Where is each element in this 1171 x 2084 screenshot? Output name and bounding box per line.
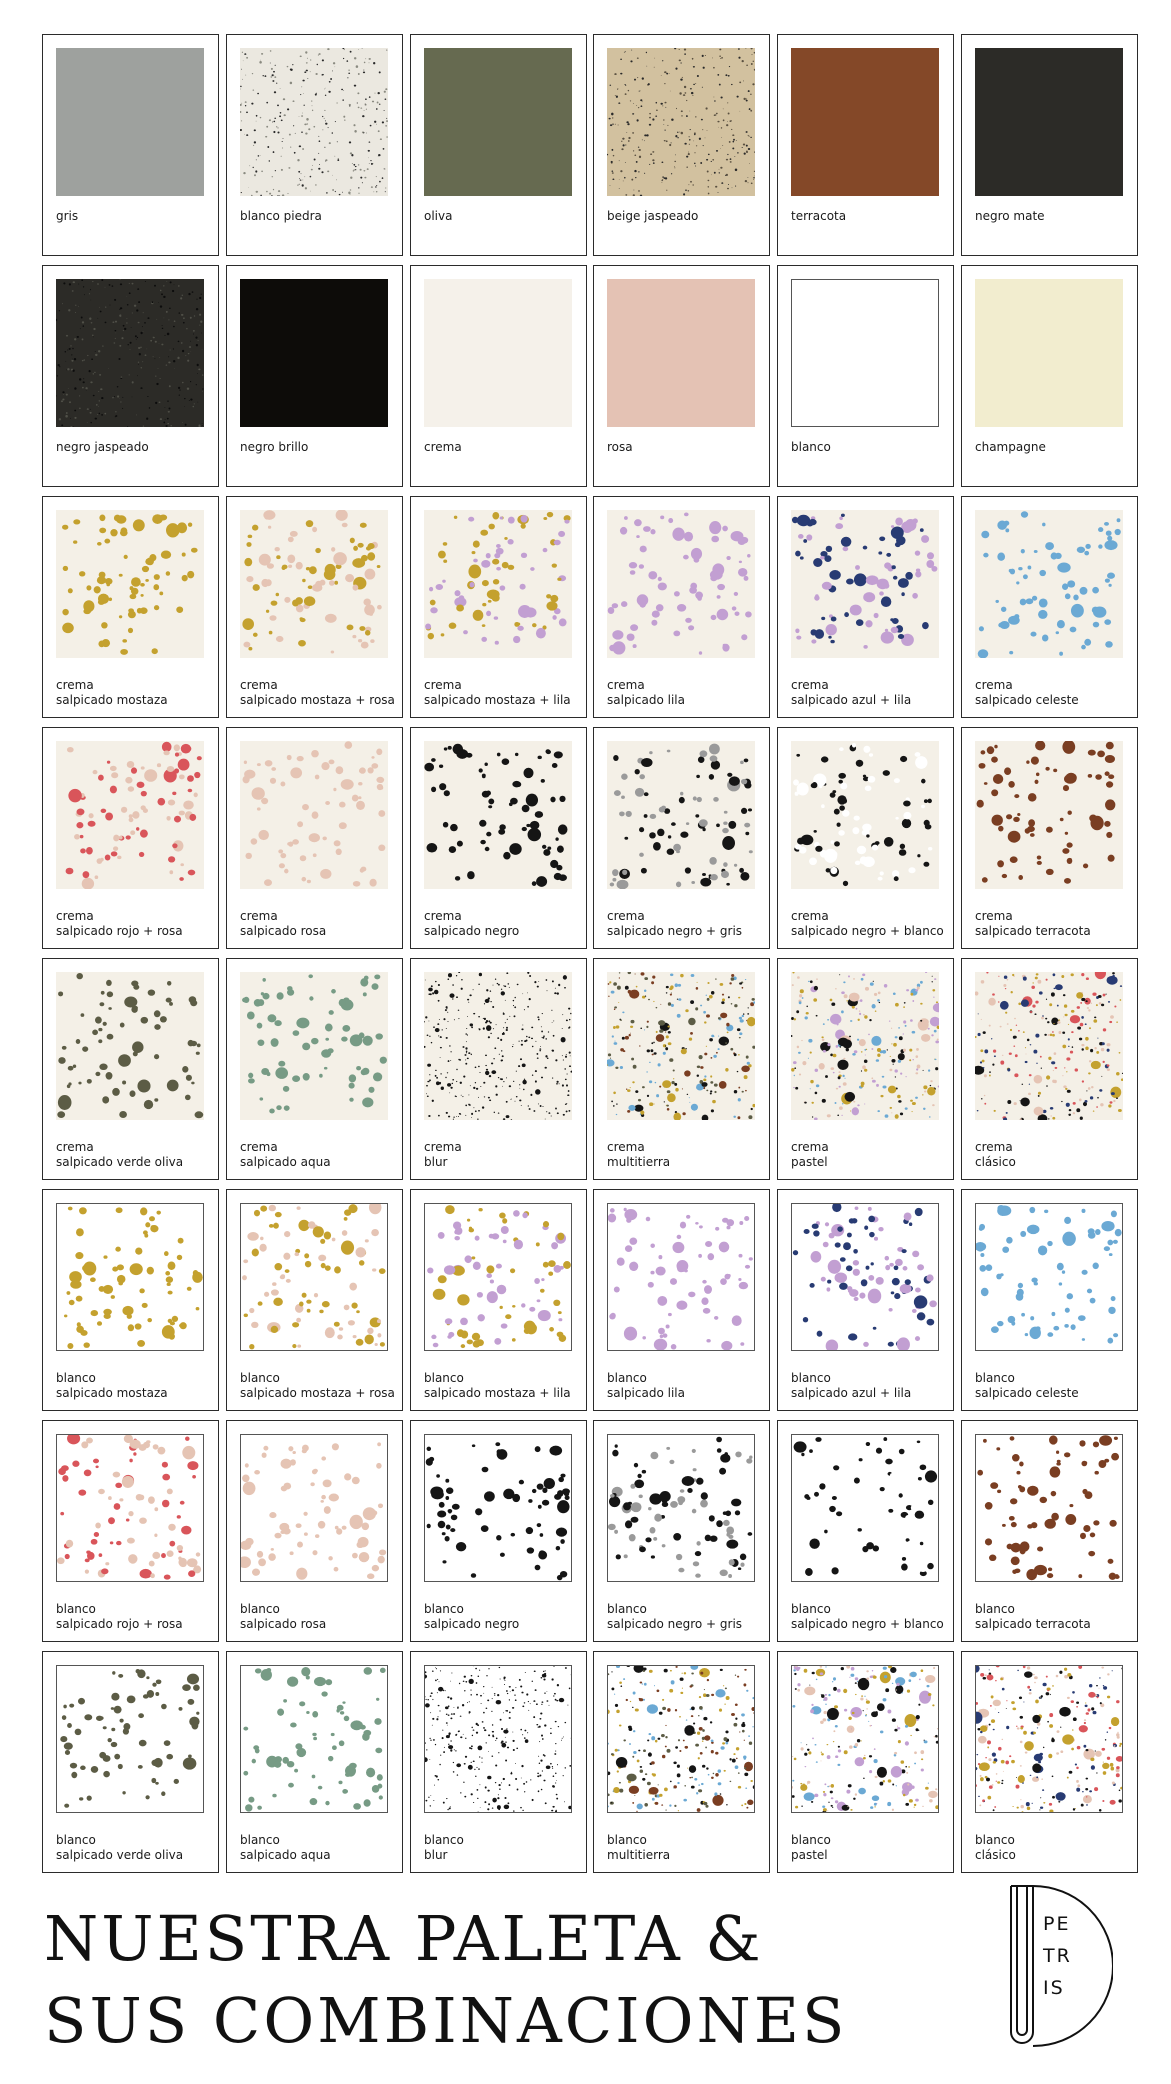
- swatch-card-beige-jaspeado: [593, 34, 770, 256]
- swatch-label: [791, 1602, 947, 1632]
- swatch-label: [56, 1371, 212, 1401]
- swatch-base-name: blanco: [791, 1602, 831, 1616]
- color-swatch: [240, 279, 388, 427]
- swatch-base-name: blanco piedra: [240, 209, 322, 223]
- color-swatch: [240, 1665, 388, 1813]
- petris-logo: [1003, 1884, 1113, 2054]
- swatch-base-name: crema: [607, 678, 645, 692]
- swatch-label: [240, 1833, 396, 1863]
- swatch-card-blanco-salpicado-aqua: [226, 1651, 403, 1873]
- swatch-finish-name: salpicado azul + lila: [791, 693, 912, 707]
- color-swatch: [975, 1434, 1123, 1582]
- swatch-finish-name: clásico: [975, 1848, 1016, 1862]
- swatch-label: [975, 1602, 1131, 1632]
- swatch-label: [424, 1371, 580, 1401]
- color-swatch: [56, 972, 204, 1120]
- color-swatch: [424, 510, 572, 658]
- color-swatch: [424, 279, 572, 427]
- color-swatch: [424, 741, 572, 889]
- color-swatch: [424, 1203, 572, 1351]
- swatch-finish-name: salpicado rojo + rosa: [56, 924, 183, 938]
- swatch-card-crema-salpicado-negro-gris: [593, 727, 770, 949]
- swatch-finish-name: salpicado terracota: [975, 1617, 1091, 1631]
- swatch-base-name: crema: [56, 678, 94, 692]
- swatch-card-crema-clasico: [961, 958, 1138, 1180]
- swatch-card-blanco-salpicado-terracota: [961, 1420, 1138, 1642]
- swatch-card-crema: [410, 265, 587, 487]
- swatch-card-crema-pastel: [777, 958, 954, 1180]
- color-swatch: [56, 1665, 204, 1813]
- swatch-label: [424, 909, 580, 939]
- swatch-base-name: blanco: [424, 1602, 464, 1616]
- swatch-card-terracota: [777, 34, 954, 256]
- swatch-label: [240, 1140, 396, 1170]
- swatch-label: [607, 678, 763, 708]
- color-swatch: [975, 48, 1123, 196]
- swatch-card-crema-salpicado-terracota: [961, 727, 1138, 949]
- swatch-label: [240, 209, 396, 224]
- color-swatch: [56, 741, 204, 889]
- swatch-label: [56, 678, 212, 708]
- swatch-card-crema-salpicado-rosa: [226, 727, 403, 949]
- color-swatch: [791, 972, 939, 1120]
- swatch-base-name: crema: [240, 678, 278, 692]
- swatch-card-crema-salpicado-mostaza: [42, 496, 219, 718]
- color-swatch: [424, 1434, 572, 1582]
- swatch-finish-name: salpicado celeste: [975, 693, 1079, 707]
- swatch-finish-name: salpicado negro: [424, 1617, 520, 1631]
- swatch-card-blanco-salpicado-negro-blanco: [777, 1420, 954, 1642]
- swatch-finish-name: clásico: [975, 1155, 1016, 1169]
- color-swatch: [240, 1434, 388, 1582]
- swatch-finish-name: salpicado negro: [424, 924, 520, 938]
- swatch-card-blanco-multitierra: [593, 1651, 770, 1873]
- color-swatch: [607, 1434, 755, 1582]
- swatch-card-blanco-salpicado-mostaza: [42, 1189, 219, 1411]
- color-swatch: [607, 741, 755, 889]
- swatch-finish-name: salpicado mostaza + lila: [424, 1386, 571, 1400]
- swatch-finish-name: salpicado mostaza + rosa: [240, 693, 395, 707]
- swatch-label: [56, 909, 212, 939]
- color-swatch: [607, 972, 755, 1120]
- swatch-label: [607, 1140, 763, 1170]
- color-swatch: [791, 1665, 939, 1813]
- swatch-card-blanco-salpicado-mostaza-rosa: [226, 1189, 403, 1411]
- color-swatch: [56, 48, 204, 196]
- swatch-label: [975, 1140, 1131, 1170]
- swatch-card-crema-blur: [410, 958, 587, 1180]
- swatch-card-blanco-salpicado-negro: [410, 1420, 587, 1642]
- color-swatch: [607, 279, 755, 427]
- swatch-finish-name: salpicado lila: [607, 1386, 685, 1400]
- swatch-base-name: crema: [56, 909, 94, 923]
- color-swatch: [975, 510, 1123, 658]
- color-swatch: [607, 1203, 755, 1351]
- swatch-label: [424, 209, 580, 224]
- swatch-label: [56, 1602, 212, 1632]
- swatch-base-name: negro mate: [975, 209, 1045, 223]
- swatch-finish-name: salpicado negro + blanco: [791, 1617, 944, 1631]
- color-swatch: [56, 510, 204, 658]
- swatch-base-name: blanco: [975, 1833, 1015, 1847]
- color-swatch: [424, 972, 572, 1120]
- swatch-card-blanco-salpicado-verde-oliva: [42, 1651, 219, 1873]
- color-swatch: [607, 1665, 755, 1813]
- swatch-card-blanco-salpicado-rojo-rosa: [42, 1420, 219, 1642]
- swatch-base-name: rosa: [607, 440, 633, 454]
- color-swatch: [791, 741, 939, 889]
- swatch-label: [56, 1140, 212, 1170]
- swatch-base-name: blanco: [56, 1833, 96, 1847]
- swatch-finish-name: salpicado rojo + rosa: [56, 1617, 183, 1631]
- swatch-finish-name: salpicado mostaza: [56, 1386, 168, 1400]
- swatch-finish-name: blur: [424, 1155, 448, 1169]
- swatch-finish-name: salpicado mostaza: [56, 693, 168, 707]
- swatch-card-crema-salpicado-azul-lila: [777, 496, 954, 718]
- color-swatch: [424, 1665, 572, 1813]
- swatch-base-name: blanco: [240, 1602, 280, 1616]
- swatch-label: [424, 1140, 580, 1170]
- title-line-1: NUESTRA PALETA &: [44, 1902, 764, 1975]
- swatch-finish-name: salpicado terracota: [975, 924, 1091, 938]
- swatch-card-champagne: [961, 265, 1138, 487]
- swatch-card-negro-mate: [961, 34, 1138, 256]
- color-swatch: [791, 510, 939, 658]
- swatch-finish-name: salpicado verde oliva: [56, 1848, 184, 1862]
- swatch-base-name: crema: [424, 909, 462, 923]
- swatch-base-name: blanco: [975, 1371, 1015, 1385]
- color-swatch: [240, 510, 388, 658]
- swatch-base-name: crema: [56, 1140, 94, 1154]
- swatch-label: [791, 678, 947, 708]
- swatch-label: [791, 1371, 947, 1401]
- color-swatch: [607, 510, 755, 658]
- swatch-card-blanco-salpicado-rosa: [226, 1420, 403, 1642]
- swatch-card-crema-salpicado-celeste: [961, 496, 1138, 718]
- swatch-base-name: crema: [607, 909, 645, 923]
- swatch-card-oliva: [410, 34, 587, 256]
- swatch-base-name: blanco: [56, 1371, 96, 1385]
- swatch-base-name: crema: [791, 909, 829, 923]
- swatch-card-crema-salpicado-verde-oliva: [42, 958, 219, 1180]
- swatch-base-name: crema: [791, 678, 829, 692]
- swatch-card-blanco-salpicado-lila: [593, 1189, 770, 1411]
- color-swatch: [240, 1203, 388, 1351]
- swatch-card-crema-salpicado-rojo-rosa: [42, 727, 219, 949]
- swatch-label: [240, 440, 396, 455]
- swatch-label: [975, 1371, 1131, 1401]
- swatch-card-crema-salpicado-negro: [410, 727, 587, 949]
- color-swatch: [791, 1434, 939, 1582]
- swatch-base-name: crema: [424, 440, 462, 454]
- swatch-label: [791, 909, 947, 939]
- swatch-label: [791, 1833, 947, 1863]
- color-swatch: [56, 279, 204, 427]
- swatch-finish-name: salpicado negro + blanco: [791, 924, 944, 938]
- swatch-base-name: champagne: [975, 440, 1046, 454]
- swatch-label: [607, 909, 763, 939]
- logo-letters-2: TR: [1043, 1945, 1072, 1967]
- swatch-base-name: crema: [240, 1140, 278, 1154]
- swatch-label: [607, 1371, 763, 1401]
- color-swatch: [975, 1203, 1123, 1351]
- color-swatch: [240, 741, 388, 889]
- swatch-finish-name: salpicado lila: [607, 693, 685, 707]
- swatch-card-crema-salpicado-mostaza-rosa: [226, 496, 403, 718]
- swatch-card-blanco-blur: [410, 1651, 587, 1873]
- swatch-finish-name: blur: [424, 1848, 448, 1862]
- swatch-label: [791, 440, 947, 455]
- swatch-finish-name: salpicado verde oliva: [56, 1155, 184, 1169]
- swatch-finish-name: salpicado negro + gris: [607, 1617, 743, 1631]
- swatch-base-name: crema: [424, 678, 462, 692]
- swatch-base-name: crema: [791, 1140, 829, 1154]
- swatch-card-blanco: [777, 265, 954, 487]
- logo-letters-1: PE: [1043, 1913, 1071, 1935]
- logo-letters-3: IS: [1043, 1977, 1065, 1999]
- swatch-label: [240, 909, 396, 939]
- color-swatch: [607, 48, 755, 196]
- swatch-card-blanco-salpicado-mostaza-lila: [410, 1189, 587, 1411]
- swatch-finish-name: salpicado aqua: [240, 1848, 331, 1862]
- color-swatch: [975, 741, 1123, 889]
- swatch-base-name: blanco: [975, 1602, 1015, 1616]
- swatch-label: [424, 1602, 580, 1632]
- swatch-base-name: blanco: [791, 440, 831, 454]
- swatch-finish-name: salpicado rosa: [240, 924, 327, 938]
- swatch-base-name: beige jaspeado: [607, 209, 699, 223]
- swatch-base-name: crema: [975, 1140, 1013, 1154]
- swatch-base-name: crema: [240, 909, 278, 923]
- swatch-label: [424, 440, 580, 455]
- swatch-card-negro-brillo: [226, 265, 403, 487]
- color-swatch: [975, 972, 1123, 1120]
- swatch-base-name: oliva: [424, 209, 453, 223]
- swatch-card-blanco-pastel: [777, 1651, 954, 1873]
- swatch-finish-name: multitierra: [607, 1848, 671, 1862]
- swatch-base-name: crema: [975, 678, 1013, 692]
- swatch-label: [607, 209, 763, 224]
- swatch-label: [975, 909, 1131, 939]
- swatch-card-blanco-piedra: [226, 34, 403, 256]
- color-swatch: [791, 1203, 939, 1351]
- color-swatch: [240, 48, 388, 196]
- swatch-label: [791, 209, 947, 224]
- swatch-card-rosa: [593, 265, 770, 487]
- swatch-base-name: blanco: [791, 1371, 831, 1385]
- swatch-base-name: blanco: [607, 1371, 647, 1385]
- color-swatch: [791, 279, 939, 427]
- color-swatch: [975, 1665, 1123, 1813]
- swatch-finish-name: multitierra: [607, 1155, 671, 1169]
- page-title: [44, 1898, 847, 2062]
- swatch-label: [240, 1371, 396, 1401]
- swatch-label: [975, 440, 1131, 455]
- swatch-base-name: gris: [56, 209, 79, 223]
- swatch-base-name: negro jaspeado: [56, 440, 149, 454]
- swatch-base-name: negro brillo: [240, 440, 309, 454]
- swatch-label: [791, 1140, 947, 1170]
- swatch-base-name: blanco: [424, 1833, 464, 1847]
- swatch-base-name: blanco: [424, 1371, 464, 1385]
- swatch-card-blanco-salpicado-azul-lila: [777, 1189, 954, 1411]
- swatch-card-negro-jaspeado: [42, 265, 219, 487]
- color-swatch: [56, 1434, 204, 1582]
- title-line-2: SUS COMBINACIONES: [44, 1984, 848, 2057]
- swatch-finish-name: pastel: [791, 1155, 828, 1169]
- swatch-finish-name: salpicado azul + lila: [791, 1386, 912, 1400]
- swatch-card-blanco-salpicado-negro-gris: [593, 1420, 770, 1642]
- swatch-label: [56, 440, 212, 455]
- swatch-finish-name: salpicado aqua: [240, 1155, 331, 1169]
- swatch-label: [424, 1833, 580, 1863]
- swatch-card-blanco-clasico: [961, 1651, 1138, 1873]
- swatch-base-name: crema: [607, 1140, 645, 1154]
- swatch-card-crema-salpicado-negro-blanco: [777, 727, 954, 949]
- swatch-card-crema-multitierra: [593, 958, 770, 1180]
- color-swatch: [975, 279, 1123, 427]
- swatch-label: [240, 678, 396, 708]
- swatch-label: [975, 678, 1131, 708]
- swatch-label: [607, 1833, 763, 1863]
- swatch-label: [56, 1833, 212, 1863]
- color-swatch: [791, 48, 939, 196]
- swatch-card-crema-salpicado-lila: [593, 496, 770, 718]
- swatch-finish-name: salpicado celeste: [975, 1386, 1079, 1400]
- swatch-label: [975, 209, 1131, 224]
- swatch-finish-name: pastel: [791, 1848, 828, 1862]
- swatch-card-blanco-salpicado-celeste: [961, 1189, 1138, 1411]
- swatch-base-name: crema: [424, 1140, 462, 1154]
- swatch-finish-name: salpicado mostaza + lila: [424, 693, 571, 707]
- swatch-base-name: blanco: [240, 1833, 280, 1847]
- color-swatch: [424, 48, 572, 196]
- swatch-base-name: blanco: [607, 1602, 647, 1616]
- swatch-finish-name: salpicado mostaza + rosa: [240, 1386, 395, 1400]
- swatch-card-crema-salpicado-mostaza-lila: [410, 496, 587, 718]
- swatch-card-crema-salpicado-aqua: [226, 958, 403, 1180]
- swatch-label: [240, 1602, 396, 1632]
- swatch-base-name: blanco: [240, 1371, 280, 1385]
- swatch-base-name: terracota: [791, 209, 847, 223]
- swatch-label: [424, 678, 580, 708]
- swatch-label: [607, 440, 763, 455]
- swatch-finish-name: salpicado negro + gris: [607, 924, 743, 938]
- swatch-label: [56, 209, 212, 224]
- swatch-base-name: blanco: [791, 1833, 831, 1847]
- swatch-label: [607, 1602, 763, 1632]
- swatch-base-name: blanco: [56, 1602, 96, 1616]
- swatch-finish-name: salpicado rosa: [240, 1617, 327, 1631]
- swatch-card-gris: [42, 34, 219, 256]
- color-swatch: [56, 1203, 204, 1351]
- swatch-base-name: crema: [975, 909, 1013, 923]
- swatch-base-name: blanco: [607, 1833, 647, 1847]
- swatch-label: [975, 1833, 1131, 1863]
- color-swatch: [240, 972, 388, 1120]
